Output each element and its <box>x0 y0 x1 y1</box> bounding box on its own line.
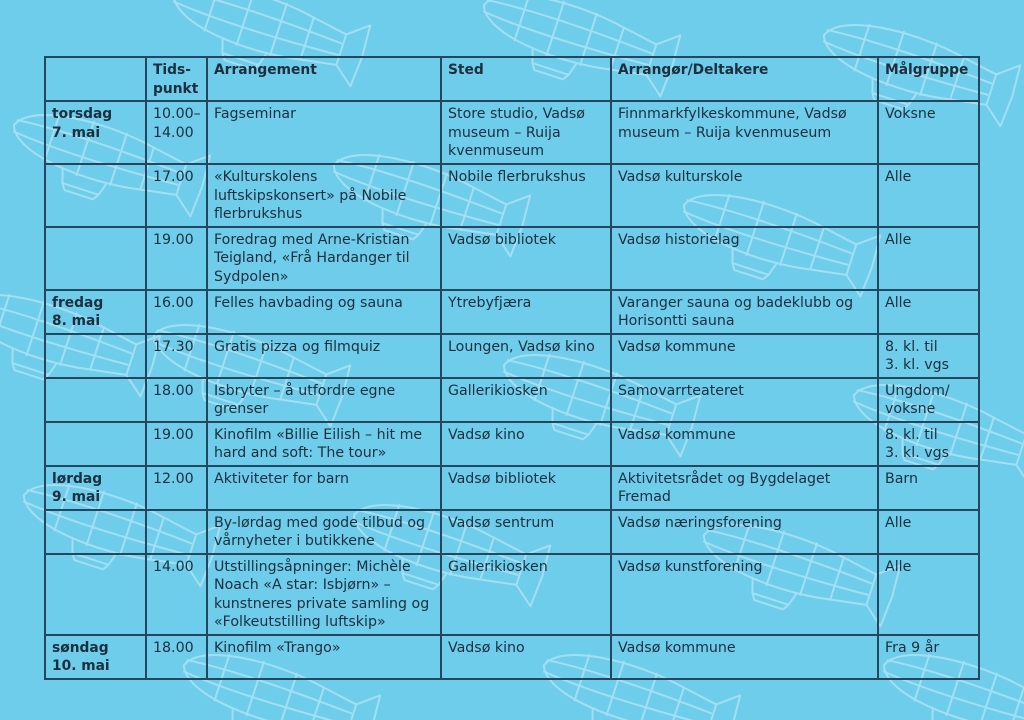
place-cell: Gallerikiosken <box>441 378 611 422</box>
day-cell <box>45 227 146 290</box>
table-row <box>45 164 979 227</box>
day-cell <box>45 334 146 378</box>
day-cell <box>45 422 146 466</box>
audience-cell: Voksne <box>878 101 979 164</box>
time-cell: 12.00 <box>146 466 207 510</box>
table-row <box>45 290 979 334</box>
time-cell: 17.00 <box>146 164 207 227</box>
table-row <box>45 466 979 510</box>
organizer-cell: Vadsø kunstforening <box>611 554 878 635</box>
table-row <box>45 227 979 290</box>
place-cell: Vadsø bibliotek <box>441 227 611 290</box>
event-cell: Kinofilm «Billie Eilish – hit me hard and soft: The tour» <box>207 422 441 466</box>
event-cell: Isbryter – å utfordre egne grenser <box>207 378 441 422</box>
organizer-cell: Vadsø kulturskole <box>611 164 878 227</box>
organizer-cell: Vadsø kommune <box>611 422 878 466</box>
table-row <box>45 635 979 679</box>
place-cell: Store studio, Vadsø museum – Ruija kvenmuseum <box>441 101 611 164</box>
organizer-cell: Samovarrteateret <box>611 378 878 422</box>
audience-cell: Alle <box>878 554 979 635</box>
time-cell: 17.30 <box>146 334 207 378</box>
table-row <box>45 101 979 164</box>
event-cell: Gratis pizza og filmquiz <box>207 334 441 378</box>
day-cell <box>45 378 146 422</box>
day-cell: søndag 10. mai <box>45 635 146 679</box>
place-cell: Nobile flerbrukshus <box>441 164 611 227</box>
day-cell <box>45 510 146 554</box>
time-cell: 16.00 <box>146 290 207 334</box>
place-cell: Gallerikiosken <box>441 554 611 635</box>
organizer-cell: Vadsø næringsforening <box>611 510 878 554</box>
event-cell: Kinofilm «Trango» <box>207 635 441 679</box>
place-cell: Loungen, Vadsø kino <box>441 334 611 378</box>
header-place: Sted <box>441 57 611 101</box>
time-cell: 19.00 <box>146 422 207 466</box>
header-organizer: Arrangør/Deltakere <box>611 57 878 101</box>
organizer-cell: Vadsø kommune <box>611 334 878 378</box>
day-cell: lørdag 9. mai <box>45 466 146 510</box>
day-cell <box>45 554 146 635</box>
table-row <box>45 510 979 554</box>
audience-cell: Alle <box>878 510 979 554</box>
time-cell: 19.00 <box>146 227 207 290</box>
audience-cell: Alle <box>878 290 979 334</box>
audience-cell: Alle <box>878 164 979 227</box>
organizer-cell: Vadsø kommune <box>611 635 878 679</box>
event-cell: Aktiviteter for barn <box>207 466 441 510</box>
place-cell: Vadsø bibliotek <box>441 466 611 510</box>
audience-cell: Ungdom/ voksne <box>878 378 979 422</box>
time-cell: 14.00 <box>146 554 207 635</box>
event-cell: Utstillingsåpninger: Michèle Noach «A star: Isbjørn» – kunstneres private samling og «Folkeutstilling luftskip» <box>207 554 441 635</box>
event-cell: Felles havbading og sauna <box>207 290 441 334</box>
time-cell: 10.00– 14.00 <box>146 101 207 164</box>
time-cell: 18.00 <box>146 635 207 679</box>
organizer-cell: Vadsø historielag <box>611 227 878 290</box>
event-cell: By-lørdag med gode tilbud og vårnyheter i butikkene <box>207 510 441 554</box>
place-cell: Ytrebyfjæra <box>441 290 611 334</box>
organizer-cell: Finnmarkfylkeskommune, Vadsø museum – Ruija kvenmuseum <box>611 101 878 164</box>
header-day <box>45 57 146 101</box>
time-cell <box>146 510 207 554</box>
audience-cell: Alle <box>878 227 979 290</box>
organizer-cell: Aktivitetsrådet og Bygdelaget Fremad <box>611 466 878 510</box>
audience-cell: 8. kl. til 3. kl. vgs <box>878 334 979 378</box>
time-cell: 18.00 <box>146 378 207 422</box>
table-row <box>45 554 979 635</box>
header-row <box>45 57 979 101</box>
table-row <box>45 334 979 378</box>
table-row <box>45 422 979 466</box>
header-event: Arrangement <box>207 57 441 101</box>
day-cell: torsdag 7. mai <box>45 101 146 164</box>
place-cell: Vadsø sentrum <box>441 510 611 554</box>
audience-cell: Fra 9 år <box>878 635 979 679</box>
place-cell: Vadsø kino <box>441 422 611 466</box>
day-cell <box>45 164 146 227</box>
audience-cell: 8. kl. til 3. kl. vgs <box>878 422 979 466</box>
event-cell: Foredrag med Arne-Kristian Teigland, «Frå Hardanger til Sydpolen» <box>207 227 441 290</box>
organizer-cell: Varanger sauna og badeklubb og Horisontti sauna <box>611 290 878 334</box>
program-table <box>44 56 980 680</box>
day-cell: fredag 8. mai <box>45 290 146 334</box>
table-row <box>45 378 979 422</box>
header-audience: Målgruppe <box>878 57 979 101</box>
event-cell: «Kulturskolens luftskipskonsert» på Nobile flerbrukshus <box>207 164 441 227</box>
event-cell: Fagseminar <box>207 101 441 164</box>
place-cell: Vadsø kino <box>441 635 611 679</box>
header-time: Tids- punkt <box>146 57 207 101</box>
audience-cell: Barn <box>878 466 979 510</box>
